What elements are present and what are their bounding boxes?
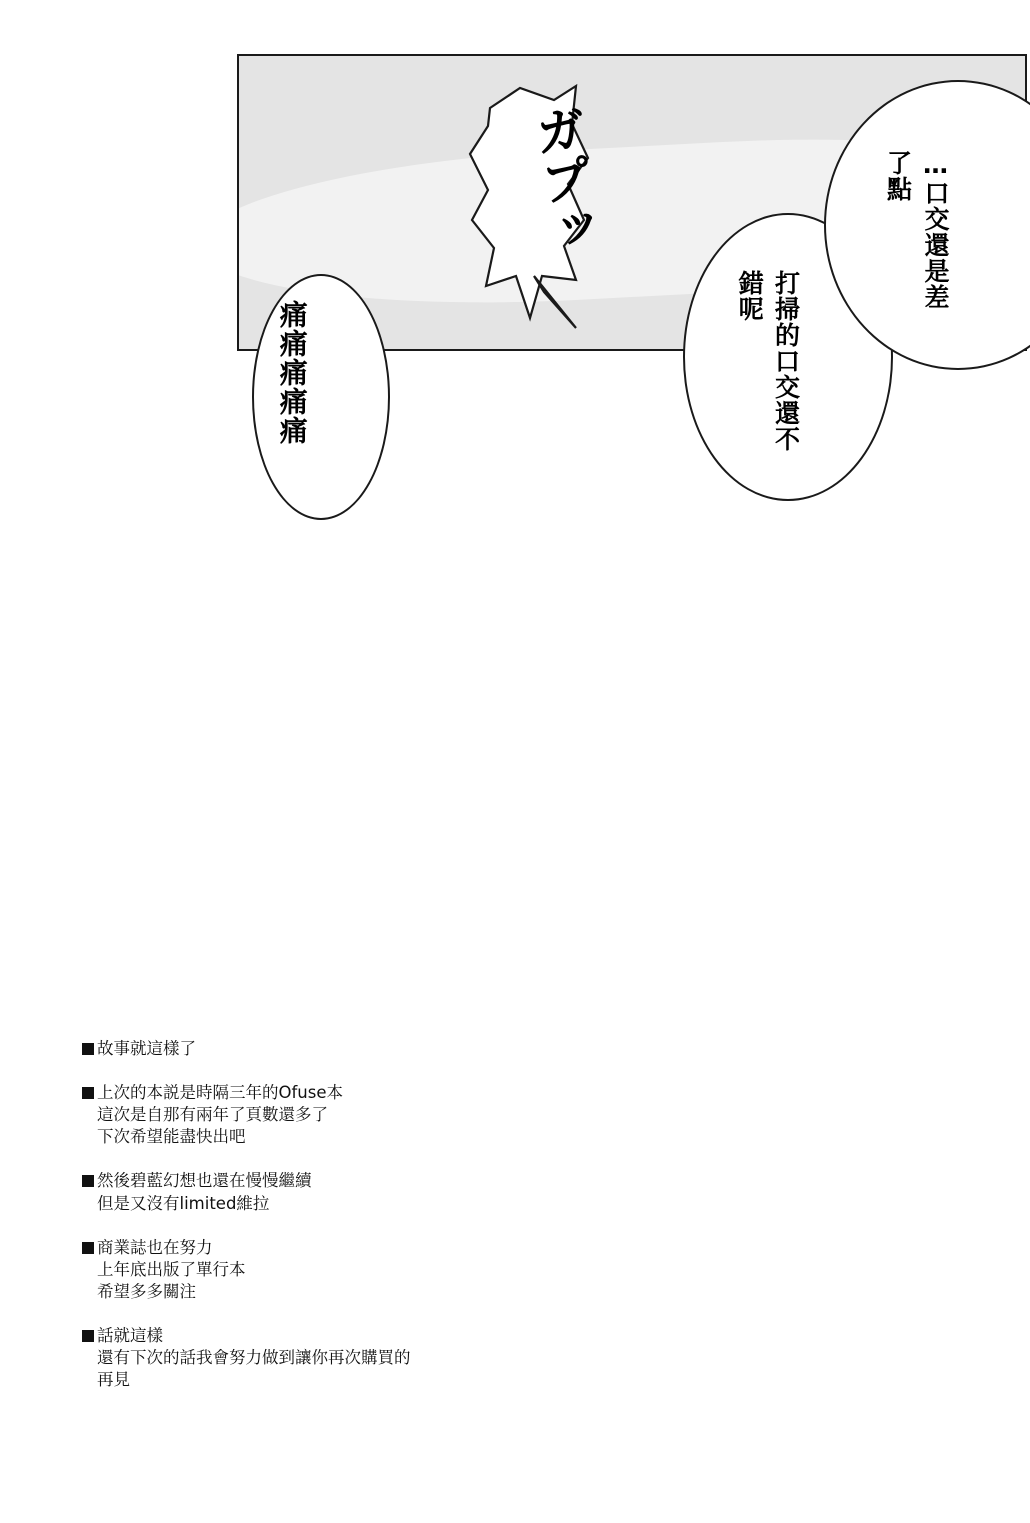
afterword-line: 下次希望能盡快出吧 [97, 1127, 246, 1147]
speech-balloon-still-lacking-text: …口交還是差了點 [883, 150, 950, 310]
afterword-line: 然後碧藍幻想也還在慢慢繼續 [97, 1171, 312, 1191]
afterword-line: 還有下次的話我會努力做到讓你再次購買的 [97, 1348, 411, 1368]
afterword-item [82, 1237, 882, 1303]
afterword-item [82, 1325, 882, 1391]
afterword-item-lines [97, 1325, 411, 1391]
afterword-line: 話就這樣 [97, 1325, 163, 1345]
afterword-item [82, 1170, 882, 1214]
afterword-item-lines [97, 1170, 312, 1214]
afterword-line: 故事就這樣了 [97, 1039, 196, 1058]
afterword-item-lines [97, 1237, 246, 1303]
speech-balloon-pain-text: 痛痛痛痛痛 [275, 300, 309, 445]
afterword-line: 上年底出版了單行本 [97, 1259, 246, 1279]
afterword-line: 這次是自那有兩年了頁數還多了 [97, 1105, 328, 1125]
afterword-item-lines [97, 1038, 196, 1060]
square-bullet-icon [82, 1242, 94, 1254]
afterword-item [82, 1082, 882, 1148]
square-bullet-icon [82, 1043, 94, 1055]
sfx-text: ガプッ [525, 102, 599, 258]
square-bullet-icon [82, 1175, 94, 1187]
speech-balloon-pain [252, 274, 390, 520]
afterword-item-lines [97, 1082, 343, 1148]
afterword-line: 希望多多關注 [97, 1281, 196, 1301]
afterword-line: 上次的本説是時隔三年的Ofuse本 [97, 1083, 344, 1103]
speech-balloon-cleaning-blowjob-text: 打掃的口交還不錯呢 [735, 270, 801, 452]
afterword-line: 再見 [97, 1370, 130, 1390]
square-bullet-icon [82, 1087, 94, 1099]
afterword-block [82, 1038, 882, 1413]
afterword-item [82, 1038, 882, 1060]
square-bullet-icon [82, 1330, 94, 1342]
afterword-line: 商業誌也在努力 [97, 1237, 213, 1257]
afterword-line: 但是又沒有limited維拉 [97, 1193, 270, 1213]
